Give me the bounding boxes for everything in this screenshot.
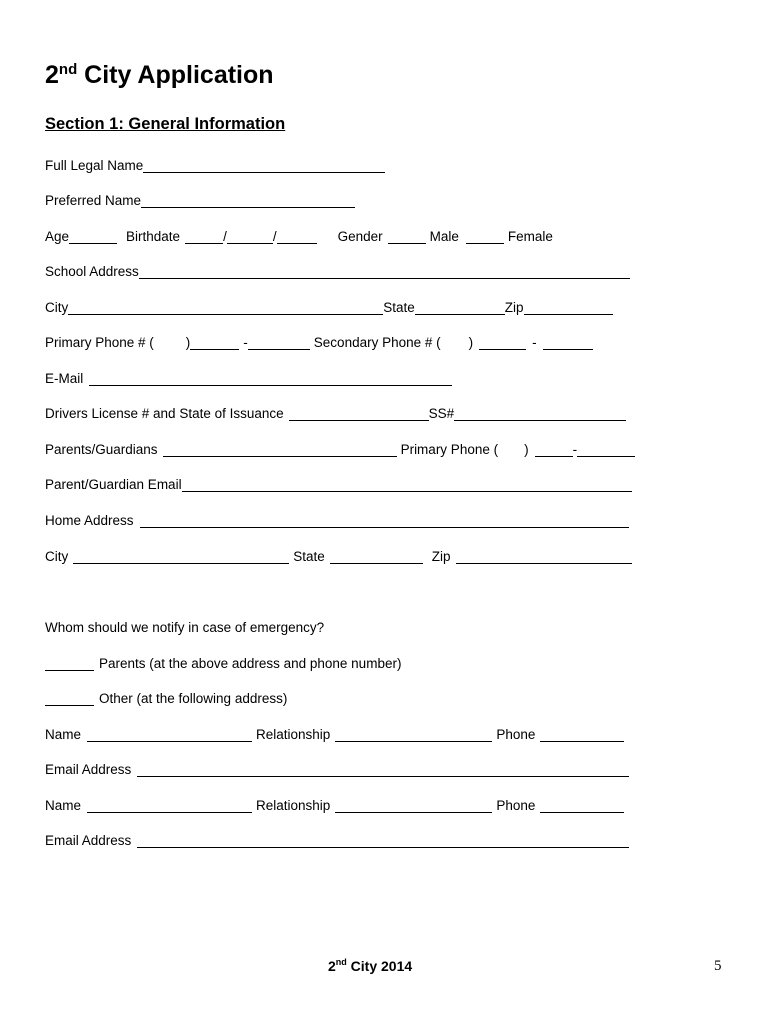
emergency-contact-1-email-row xyxy=(45,759,629,779)
contact-2-relationship-field[interactable] xyxy=(335,798,492,813)
email-field[interactable] xyxy=(89,371,452,386)
date-separator: / xyxy=(223,229,227,244)
contact-2-phone-field[interactable] xyxy=(540,798,624,813)
preferred-name-row xyxy=(45,190,355,210)
date-separator: / xyxy=(272,229,277,244)
guardian-primary-phone-label: Primary Phone ( xyxy=(400,442,499,457)
parent-guardian-email-row xyxy=(45,474,632,494)
contact-1-name-field[interactable] xyxy=(87,727,252,742)
guardian-phone-paren: ) xyxy=(524,442,529,457)
parents-guardians-field[interactable] xyxy=(163,442,397,457)
home-state-label: State xyxy=(293,549,325,564)
secondary-phone-line-field[interactable] xyxy=(543,335,593,350)
emergency-other-label: Other (at the following address) xyxy=(99,691,288,706)
drivers-license-label: Drivers License # and State of Issuance xyxy=(45,406,284,421)
age-birthdate-gender-row xyxy=(45,226,553,246)
school-address-field[interactable] xyxy=(139,264,630,279)
emergency-option-other-row xyxy=(45,688,287,708)
parents-guardians-row xyxy=(45,439,635,459)
home-zip-field[interactable] xyxy=(456,549,632,564)
contact-1-name-label: Name xyxy=(45,727,82,742)
primary-phone-prefix-field[interactable] xyxy=(190,335,239,350)
city-label: City xyxy=(45,300,69,315)
contact-1-relationship-label: Relationship xyxy=(256,727,331,742)
state-label: State xyxy=(383,300,415,315)
secondary-phone-dash: - xyxy=(532,335,537,350)
home-address-field[interactable] xyxy=(140,513,629,528)
primary-phone-dash: - xyxy=(243,335,248,350)
preferred-name-label: Preferred Name xyxy=(45,193,142,208)
home-state-field[interactable] xyxy=(330,549,423,564)
full-legal-name-field[interactable] xyxy=(143,158,385,173)
drivers-license-field[interactable] xyxy=(289,406,429,421)
contact-1-email-field[interactable] xyxy=(137,762,629,777)
page-footer: 2nd City 2014 xyxy=(328,957,413,974)
emergency-contact-2-email-row xyxy=(45,830,629,850)
drivers-license-row xyxy=(45,403,626,423)
school-address-row xyxy=(45,261,630,281)
preferred-name-field[interactable] xyxy=(141,193,355,208)
school-address-label: School Address xyxy=(45,264,139,279)
contact-1-phone-label: Phone xyxy=(496,727,536,742)
secondary-phone-prefix-field[interactable] xyxy=(479,335,526,350)
ssn-label: SS# xyxy=(428,406,455,421)
contact-2-email-field[interactable] xyxy=(137,833,629,848)
age-label: Age xyxy=(45,229,70,244)
contact-2-relationship-label: Relationship xyxy=(256,798,331,813)
parents-guardians-label: Parents/Guardians xyxy=(45,442,158,457)
full-legal-name-label: Full Legal Name xyxy=(45,158,144,173)
primary-phone-label: Primary Phone # ( xyxy=(45,335,154,350)
contact-1-phone-field[interactable] xyxy=(540,727,624,742)
guardian-phone-line-field[interactable] xyxy=(577,442,635,457)
secondary-phone-paren: ) xyxy=(468,335,474,350)
contact-2-name-label: Name xyxy=(45,798,82,813)
primary-phone-line-field[interactable] xyxy=(248,335,310,350)
emergency-contact-1-row xyxy=(45,724,624,744)
birthdate-month-field[interactable] xyxy=(185,229,223,244)
home-city-state-zip-row xyxy=(45,546,632,566)
emergency-contact-2-row xyxy=(45,795,624,815)
page-number: 5 xyxy=(714,958,722,974)
contact-2-phone-label: Phone xyxy=(496,798,536,813)
email-row xyxy=(45,368,452,388)
full-legal-name-row xyxy=(45,155,385,175)
zip-field[interactable] xyxy=(524,300,613,315)
guardian-phone-prefix-field[interactable] xyxy=(535,442,573,457)
age-field[interactable] xyxy=(69,229,117,244)
birthdate-label: Birthdate xyxy=(126,229,181,244)
city-state-zip-row xyxy=(45,297,613,317)
contact-1-email-label: Email Address xyxy=(45,762,132,777)
secondary-phone-label: Secondary Phone # ( xyxy=(313,335,441,350)
primary-phone-paren: ) xyxy=(185,335,191,350)
gender-male-field[interactable] xyxy=(388,229,426,244)
birthdate-day-field[interactable] xyxy=(227,229,273,244)
home-city-label: City xyxy=(45,549,69,564)
contact-1-relationship-field[interactable] xyxy=(335,727,492,742)
zip-label: Zip xyxy=(504,300,524,315)
section-heading: Section 1: General Information xyxy=(45,115,286,133)
city-field[interactable] xyxy=(68,300,383,315)
contact-2-name-field[interactable] xyxy=(87,798,252,813)
page-title: 2nd City Application xyxy=(45,61,274,89)
emergency-parents-label: Parents (at the above address and phone number) xyxy=(99,656,402,671)
female-label: Female xyxy=(507,229,553,244)
birthdate-year-field[interactable] xyxy=(277,229,317,244)
parent-guardian-email-field[interactable] xyxy=(182,477,632,492)
parent-guardian-email-label: Parent/Guardian Email xyxy=(45,477,182,492)
home-city-field[interactable] xyxy=(73,549,289,564)
male-label: Male xyxy=(429,229,459,244)
emergency-option-parents-row xyxy=(45,653,401,673)
home-address-row xyxy=(45,510,629,530)
emergency-other-checkfield[interactable] xyxy=(45,691,94,706)
state-field[interactable] xyxy=(415,300,505,315)
ssn-field[interactable] xyxy=(454,406,626,421)
emergency-question-row xyxy=(45,617,324,637)
home-address-label: Home Address xyxy=(45,513,134,528)
guardian-phone-dash: - xyxy=(572,442,578,457)
emergency-question: Whom should we notify in case of emergency? xyxy=(45,620,325,635)
emergency-parents-checkfield[interactable] xyxy=(45,656,94,671)
gender-female-field[interactable] xyxy=(466,229,504,244)
email-label: E-Mail xyxy=(45,371,84,386)
contact-2-email-label: Email Address xyxy=(45,833,132,848)
phone-row xyxy=(45,332,593,352)
gender-label: Gender xyxy=(337,229,383,244)
home-zip-label: Zip xyxy=(431,549,451,564)
